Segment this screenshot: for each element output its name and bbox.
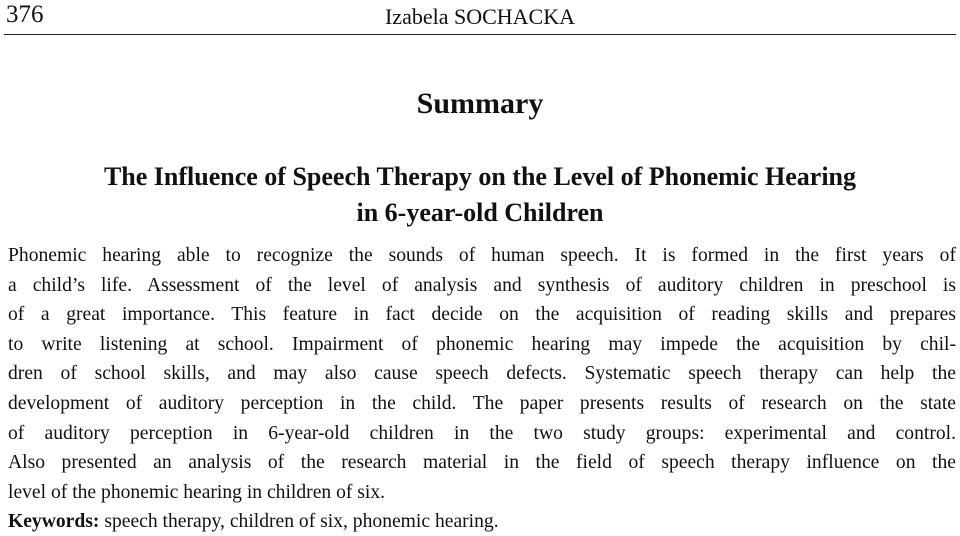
abstract-line: of auditory perception in 6-year-old children in the two study groups: experimental and control. — [8, 422, 956, 444]
abstract-paragraph — [8, 241, 956, 507]
abstract-line: Phonemic hearing able to recognize the sounds of human speech. It is formed in the first years of — [8, 245, 956, 266]
keywords — [8, 507, 499, 536]
abstract-line: of a great importance. This feature in fact decide on the acquisition of reading skills and prepares — [8, 304, 956, 326]
paper-title-line-1: The Influence of Speech Therapy on the Level of Phonemic Hearing — [103, 162, 857, 191]
abstract-line: a child’s life. Assessment of the level of analysis and synthesis of auditory children in preschool is — [8, 274, 956, 296]
paper-title — [0, 159, 960, 231]
page-header — [4, 0, 956, 35]
abstract-line: development of auditory perception in the child. The paper presents results of research on the state — [8, 392, 956, 414]
abstract-line: to write listening at school. Impairment of phonemic hearing may impede the acquisition by chil- — [8, 333, 956, 355]
page-number: 376 — [6, 1, 44, 28]
running-head-author: Izabela SOCHACKA — [384, 4, 576, 29]
abstract-line: level of the phonemic hearing in children of six. — [8, 481, 386, 503]
keywords-text: speech therapy, children of six, phonemic hearing. — [99, 511, 499, 532]
abstract-line: dren of school skills, and may also cause speech defects. Systematic speech therapy can help the — [8, 363, 956, 385]
abstract-line: Also presented an analysis of the research material in the field of speech therapy influence on the — [8, 452, 956, 474]
paper-title-line-2: in 6-year-old Children — [356, 198, 604, 227]
summary-heading: Summary — [416, 87, 544, 120]
keywords-label: Keywords: — [8, 511, 100, 532]
